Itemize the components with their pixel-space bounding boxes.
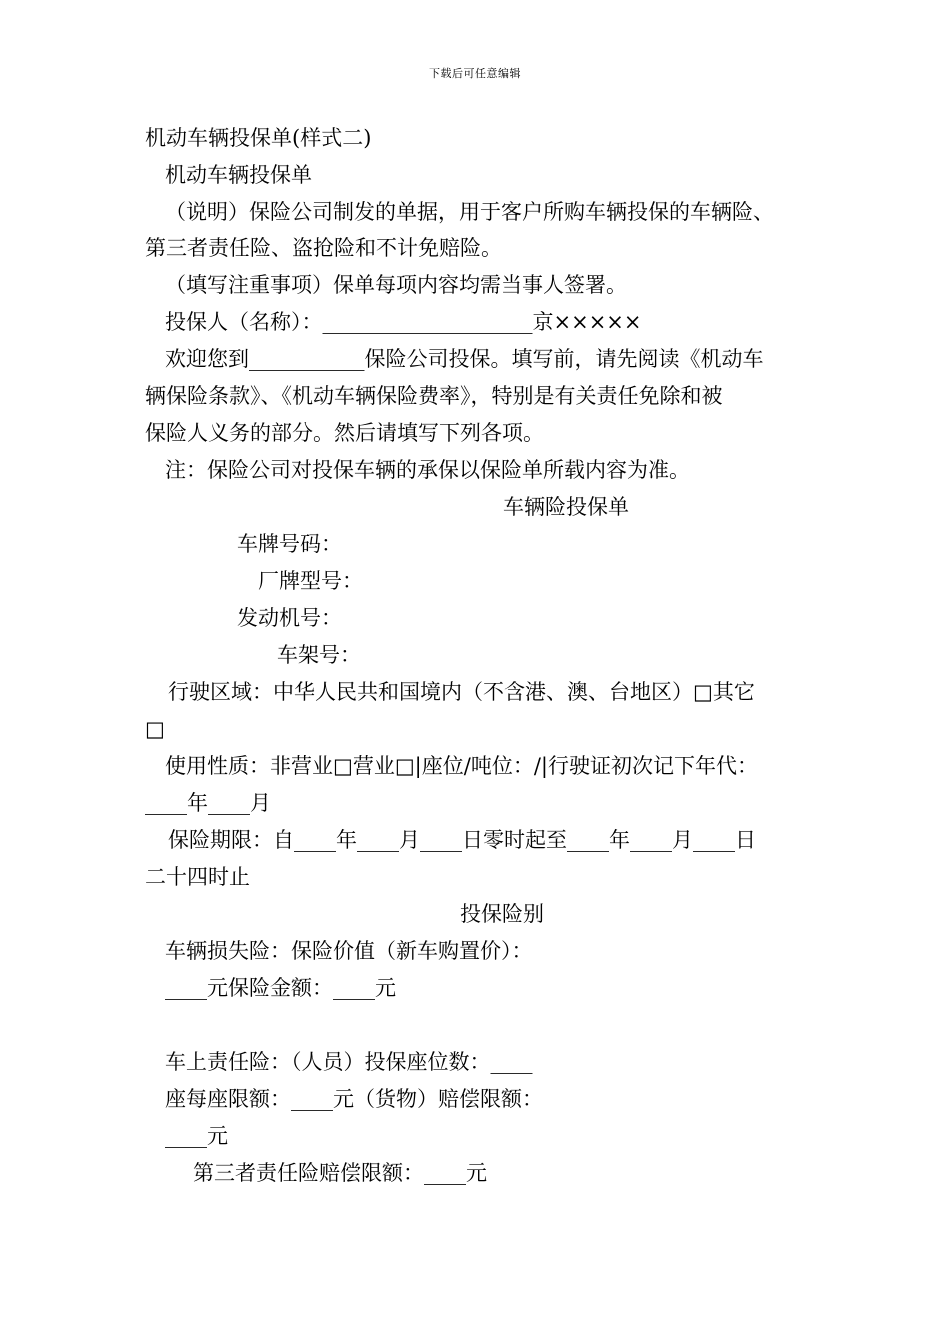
applicant-name-line: 投保人（名称）：____________________京××××× bbox=[165, 310, 642, 334]
welcome-line-3: 保险人义务的部分。然后请填写下列各项。 bbox=[145, 421, 544, 445]
insurance-period-line: 保险期限：自____年____月____日零时起至____年____月____日 bbox=[168, 828, 756, 852]
onboard-liability-line-3: ____元 bbox=[165, 1124, 228, 1148]
engine-number-label: 发动机号： bbox=[237, 606, 342, 630]
onboard-liability-line-1: 车上责任险：（人员）投保座位数：____ bbox=[165, 1050, 533, 1074]
description-line-1: （说明）保险公司制发的单据，用于客户所购车辆投保的车辆险、 bbox=[165, 200, 774, 224]
coverage-types-heading: 投保险别 bbox=[460, 902, 544, 926]
driving-area-other-checkbox: □ bbox=[145, 717, 165, 741]
welcome-line-1: 欢迎您到___________保险公司投保。填写前，请先阅读《机动车 bbox=[165, 347, 764, 371]
insurance-period-end: 二十四时止 bbox=[145, 865, 250, 889]
frame-number-label: 车架号： bbox=[277, 643, 361, 667]
driving-area-line: 行驶区域：中华人民共和国境内（不含港、澳、台地区）□其它 bbox=[168, 680, 755, 704]
filling-notice: （填写注重事项）保单每项内容均需当事人签署。 bbox=[165, 273, 627, 297]
brand-model-label: 厂牌型号： bbox=[258, 569, 363, 593]
usage-type-line: 使用性质：非营业□营业□|座位/吨位：/|行驶证初次记下年代： bbox=[165, 754, 758, 778]
vehicle-damage-line-2: ____元保险金额：____元 bbox=[165, 976, 396, 1000]
note-line: 注：保险公司对投保车辆的承保以保险单所载内容为准。 bbox=[165, 458, 690, 482]
onboard-liability-line-2: 座每座限额：____元（货物）赔偿限额： bbox=[165, 1087, 543, 1111]
welcome-line-2: 辆保险条款》、《机动车辆保险费率》，特别是有关责任免除和被 bbox=[145, 384, 723, 408]
vehicle-damage-line-1: 车辆损失险：保险价值（新车购置价）： bbox=[165, 939, 533, 963]
vehicle-insurance-heading: 车辆险投保单 bbox=[503, 495, 629, 519]
description-line-2: 第三者责任险、盗抢险和不计免赔险。 bbox=[145, 236, 502, 260]
form-title: 机动车辆投保单 bbox=[165, 163, 312, 187]
document-title: 机动车辆投保单(样式二) bbox=[145, 126, 372, 150]
page-header-note: 下载后可任意编辑 bbox=[429, 67, 521, 80]
license-plate-label: 车牌号码： bbox=[237, 532, 342, 556]
registration-date-line: ____年____月 bbox=[145, 791, 271, 815]
third-party-liability-line: 第三者责任险赔偿限额：____元 bbox=[193, 1161, 487, 1185]
